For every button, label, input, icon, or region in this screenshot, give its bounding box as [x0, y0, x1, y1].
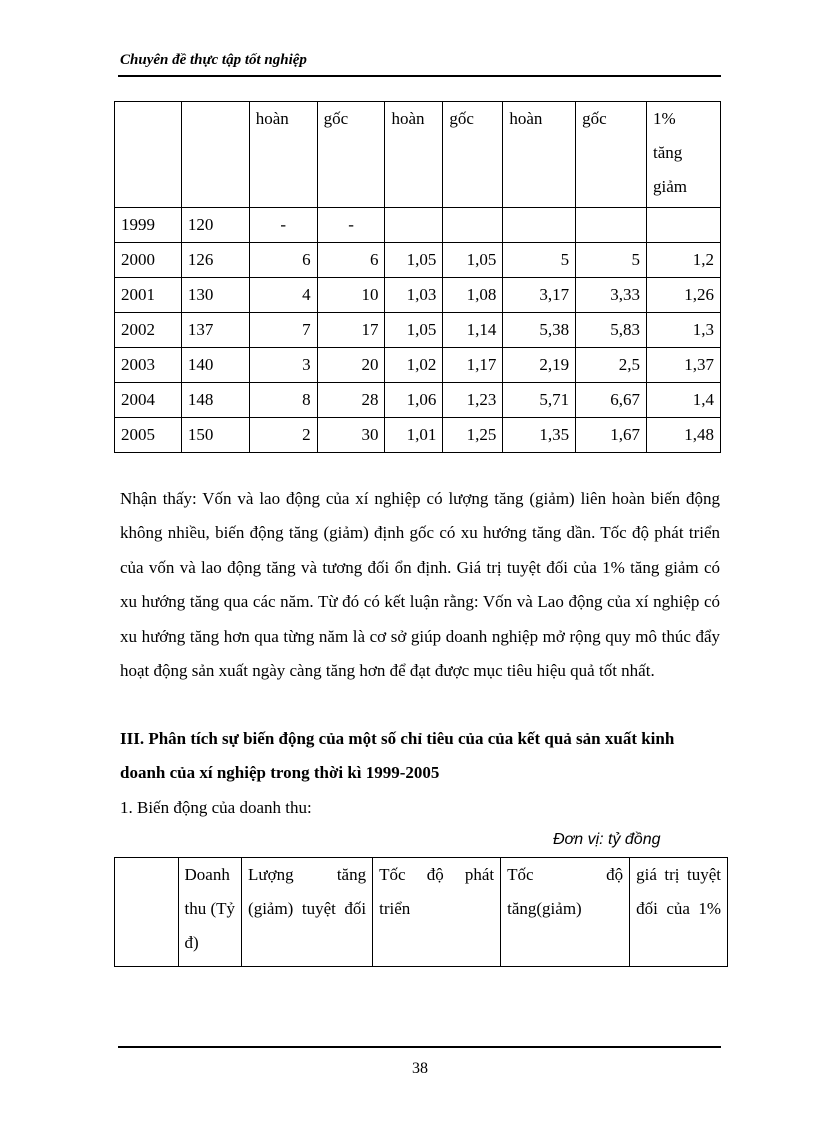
table-cell: 7 — [249, 313, 317, 348]
table-cell: 1,06 — [385, 383, 443, 418]
table-cell: 1,02 — [385, 348, 443, 383]
table-cell: 1999 — [115, 208, 182, 243]
table-cell: 1,23 — [443, 383, 503, 418]
table-header-row — [115, 858, 728, 967]
table-row — [115, 383, 721, 418]
table-cell — [443, 208, 503, 243]
header-cell: 1% tăng giảm — [647, 102, 721, 208]
table-cell: 28 — [317, 383, 385, 418]
table-cell: 1,05 — [385, 313, 443, 348]
capital-labor-table — [114, 101, 721, 453]
table-cell: 1,05 — [385, 243, 443, 278]
table-cell: 1,26 — [647, 278, 721, 313]
table-cell: 126 — [181, 243, 249, 278]
table-cell — [503, 208, 576, 243]
table-cell: - — [317, 208, 385, 243]
table-cell: 148 — [181, 383, 249, 418]
sub-heading: 1. Biến động của doanh thu: — [120, 798, 312, 817]
table-cell: 1,48 — [647, 418, 721, 453]
header-cell: hoàn — [385, 102, 443, 208]
unit-note: Đơn vị: tỷ đồng — [553, 831, 661, 848]
table-cell: 1,08 — [443, 278, 503, 313]
table-cell: - — [249, 208, 317, 243]
analysis-paragraph — [120, 482, 720, 688]
table-cell: 2000 — [115, 243, 182, 278]
table-cell: 5 — [503, 243, 576, 278]
table-cell: 2002 — [115, 313, 182, 348]
table-cell: 1,05 — [443, 243, 503, 278]
table-cell: 3,33 — [576, 278, 647, 313]
header-cell: gốc — [443, 102, 503, 208]
table-header-row — [115, 102, 721, 208]
header-cell — [115, 102, 182, 208]
table-cell: 1,2 — [647, 243, 721, 278]
table-cell: 1,14 — [443, 313, 503, 348]
table-cell: 6,67 — [576, 383, 647, 418]
table-cell: 140 — [181, 348, 249, 383]
table-cell: 2,5 — [576, 348, 647, 383]
paragraph-text: Nhận thấy: Vốn và lao động của xí nghiệp có lượng tăng (giảm) liên hoàn biến động không nhiều, biến động tăng (giảm) định gốc có xu hướng tăng dần. Tốc độ phát triển của vốn và lao động tăng và tương đối ổn định. Giá trị tuyệt đối của 1% tăng giảm có xu hướng tăng qua các năm. Từ đó có kết luận rằng: Vốn và Lao động của xí nghiệp có xu hướng tăng hơn qua từng năm là cơ sở giúp doanh nghiệp mở rộng quy mô thúc đẩy hoạt động sản xuất ngày càng tăng hơn để đạt được mục tiêu hiệu quả tốt nhất. — [120, 489, 720, 681]
table-cell: 137 — [181, 313, 249, 348]
table-cell: 20 — [317, 348, 385, 383]
table-cell: 1,3 — [647, 313, 721, 348]
header-cell: Tốc độ tăng(giảm) — [501, 858, 630, 967]
header-rule — [118, 75, 721, 77]
table-cell: 5 — [576, 243, 647, 278]
header-cell: Tốc độ phát triển — [373, 858, 501, 967]
table-cell: 4 — [249, 278, 317, 313]
header-cell: gốc — [317, 102, 385, 208]
table-cell: 2 — [249, 418, 317, 453]
table-cell: 1,25 — [443, 418, 503, 453]
table-cell: 1,37 — [647, 348, 721, 383]
table-cell: 3,17 — [503, 278, 576, 313]
table-cell: 1,01 — [385, 418, 443, 453]
table-cell: 17 — [317, 313, 385, 348]
table-cell: 2,19 — [503, 348, 576, 383]
header-cell: giá trị tuyệt đối của 1% — [630, 858, 728, 967]
table-row — [115, 243, 721, 278]
header-cell: hoàn — [503, 102, 576, 208]
table-cell: 2001 — [115, 278, 182, 313]
table-cell: 2005 — [115, 418, 182, 453]
table-cell — [385, 208, 443, 243]
table-cell: 1,17 — [443, 348, 503, 383]
table-cell: 120 — [181, 208, 249, 243]
table-cell: 6 — [317, 243, 385, 278]
table-cell: 10 — [317, 278, 385, 313]
table-row — [115, 313, 721, 348]
table-cell — [647, 208, 721, 243]
table-cell: 3 — [249, 348, 317, 383]
header-cell — [115, 858, 179, 967]
header-cell: Doanh thu (Tỷ đ) — [178, 858, 242, 967]
table-cell: 1,35 — [503, 418, 576, 453]
revenue-table — [114, 857, 728, 967]
table-cell: 2003 — [115, 348, 182, 383]
section-heading: III. Phân tích sự biến động của một số chỉ tiêu của của kết quả sản xuất kinh doanh của xí nghiệp trong thời kì 1999-2005 — [120, 729, 675, 782]
table-cell: 150 — [181, 418, 249, 453]
table-cell: 1,67 — [576, 418, 647, 453]
table-cell: 2004 — [115, 383, 182, 418]
header-cell: gốc — [576, 102, 647, 208]
table-cell: 1,4 — [647, 383, 721, 418]
table-row — [115, 418, 721, 453]
table-cell: 5,38 — [503, 313, 576, 348]
footer-rule — [118, 1046, 721, 1048]
page-number: 38 — [412, 1060, 428, 1077]
table-row — [115, 278, 721, 313]
header-cell — [181, 102, 249, 208]
table-cell: 1,03 — [385, 278, 443, 313]
header-cell: hoàn — [249, 102, 317, 208]
table-cell — [576, 208, 647, 243]
table-cell: 8 — [249, 383, 317, 418]
table-cell: 5,71 — [503, 383, 576, 418]
table-row — [115, 348, 721, 383]
table-cell: 6 — [249, 243, 317, 278]
table-cell: 5,83 — [576, 313, 647, 348]
page-header-title: Chuyên đề thực tập tốt nghiệp — [120, 52, 307, 68]
table-cell: 30 — [317, 418, 385, 453]
table-cell: 130 — [181, 278, 249, 313]
table-row — [115, 208, 721, 243]
header-cell: Lượng tăng (giảm) tuyệt đối — [242, 858, 373, 967]
